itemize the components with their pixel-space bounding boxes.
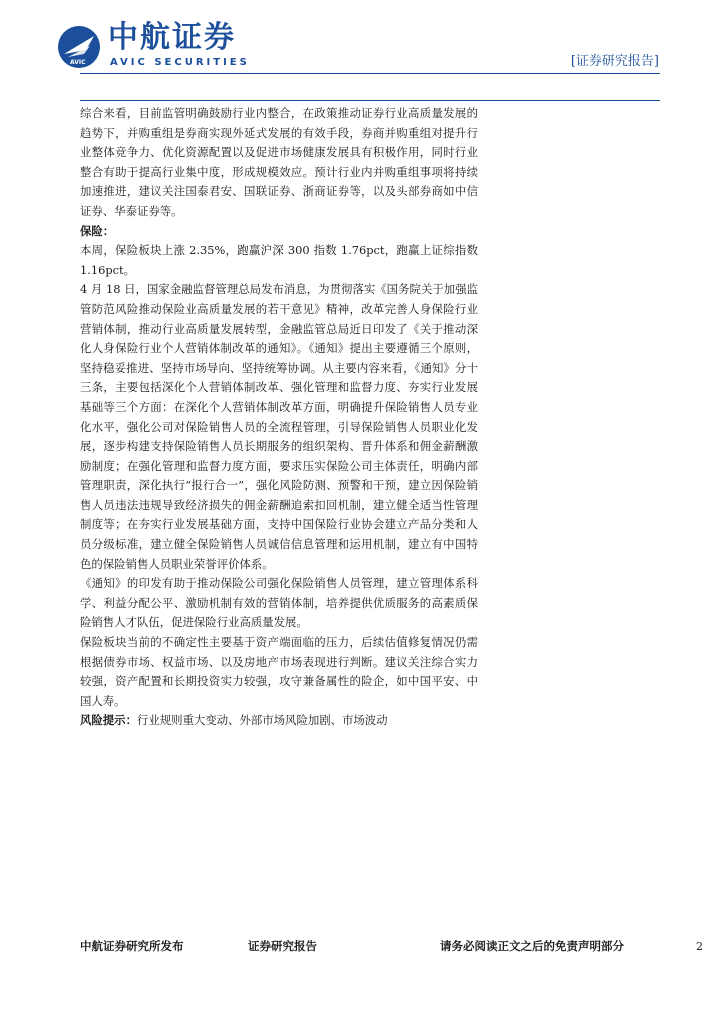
paragraph-notice-impact: 《通知》的印发有助于推动保险公司强化保险销售人员管理，建立管理体系科学、利益分配公平、激励机制有效的营销体制，培养提供优质服务的高素质保险销售人才队伍，促进保险行业高质量发展。	[80, 576, 478, 630]
footer-disclaimer: 请务必阅读正文之后的免责声明部分	[440, 939, 624, 953]
logo-chinese-name: 中航证券	[108, 20, 236, 55]
risk-label: 风险提示：	[80, 713, 137, 728]
paragraph-notice-details: 4 月 18 日，国家金融监督管理总局发布消息，为贯彻落实《国务院关于加强监管防范风险推动保险业高质量发展的若干意见》精神，改革完善人身保险行业营销体制，推动行业高质量发展转型，金融监管总局近日印发了《关于推动深化人身保险行业个人营销体制改革的通知》。《通知》提出主要遵循三个原则，坚持稳妥推进、坚持市场导向、坚持统筹协调。从主要内容来看，《通知》分十三条，主要包括深化个人营销体制改革、强化管理和监督力度、夯实行业发展基础等三个方面：在深化个人营销体制改革方面，明确提升保险销售人员专业化水平，强化公司对保险销售人员的全流程管理，引导保险销售人员职业化发展，逐步构建支持保险销售人员长期服务的组织架构、晋升体系和佣金薪酬激励制度；在强化管理和监督力度方面，要求压实保险公司主体责任，明确内部管理职责，深化执行“报行合一”，强化风险防测、预警和干预，建立因保险销售人员违法违规导致经济损失的佣金薪酬追索扣回机制，建立健全适当性管理制度等；在夯实行业发展基础方面，支持中国保险行业协会建立产品分类和人员分级标准，建立健全保险销售人员诚信信息管理和运用机制，建立有中国特色的保险销售人员职业荣誉评价体系。	[80, 282, 478, 571]
svg-text:AVIC: AVIC	[70, 59, 86, 66]
risk-warning	[80, 711, 478, 731]
paragraph-consolidation: 综合来看，目前监管明确鼓励行业内整合，在政策推动证券行业高质量发展的趋势下，并购重组是券商实现外延式发展的有效手段，券商并购重组对提升行业整体竞争力、优化资源配置以及促进市场健康发展具有积极作用，同时行业整合有助于提高行业集中度，形成规模效应。预计行业内并购重组事项将持续加速推进，建议关注国泰君安、国联证券、浙商证券等，以及头部券商如中信证券、华泰证券等。	[80, 106, 478, 218]
header-divider	[80, 73, 660, 74]
footer-publisher: 中航证券研究所发布	[80, 939, 184, 953]
footer-report-type: 证券研究报告	[248, 939, 317, 953]
avic-wing-logo-icon	[56, 24, 102, 70]
section-heading-insurance: 保险：	[80, 223, 115, 238]
header-divider-lower	[80, 100, 660, 101]
page-number: 2	[696, 940, 703, 953]
report-type-tag: [证券研究报告]	[570, 54, 659, 69]
paragraph-weekly-performance: 本周，保险板块上涨 2.35%，跑赢沪深 300 指数 1.76pct，跑赢上证综指数 1.16pct。	[80, 243, 478, 277]
main-content	[80, 104, 478, 731]
logo-english-name: AVIC SECURITIES	[110, 57, 250, 68]
page-header	[0, 0, 724, 100]
page-footer	[0, 938, 724, 962]
paragraph-outlook: 保险板块当前的不确定性主要基于资产端面临的压力，后续估值修复情况仍需根据债券市场、权益市场、以及房地产市场表现进行判断。建议关注综合实力较强，资产配置和长期投资实力较强，攻守兼备属性的险企，如中国平安、中国人寿。	[80, 635, 478, 708]
risk-text: 行业规则重大变动、外部市场风险加剧、市场波动	[136, 713, 388, 728]
